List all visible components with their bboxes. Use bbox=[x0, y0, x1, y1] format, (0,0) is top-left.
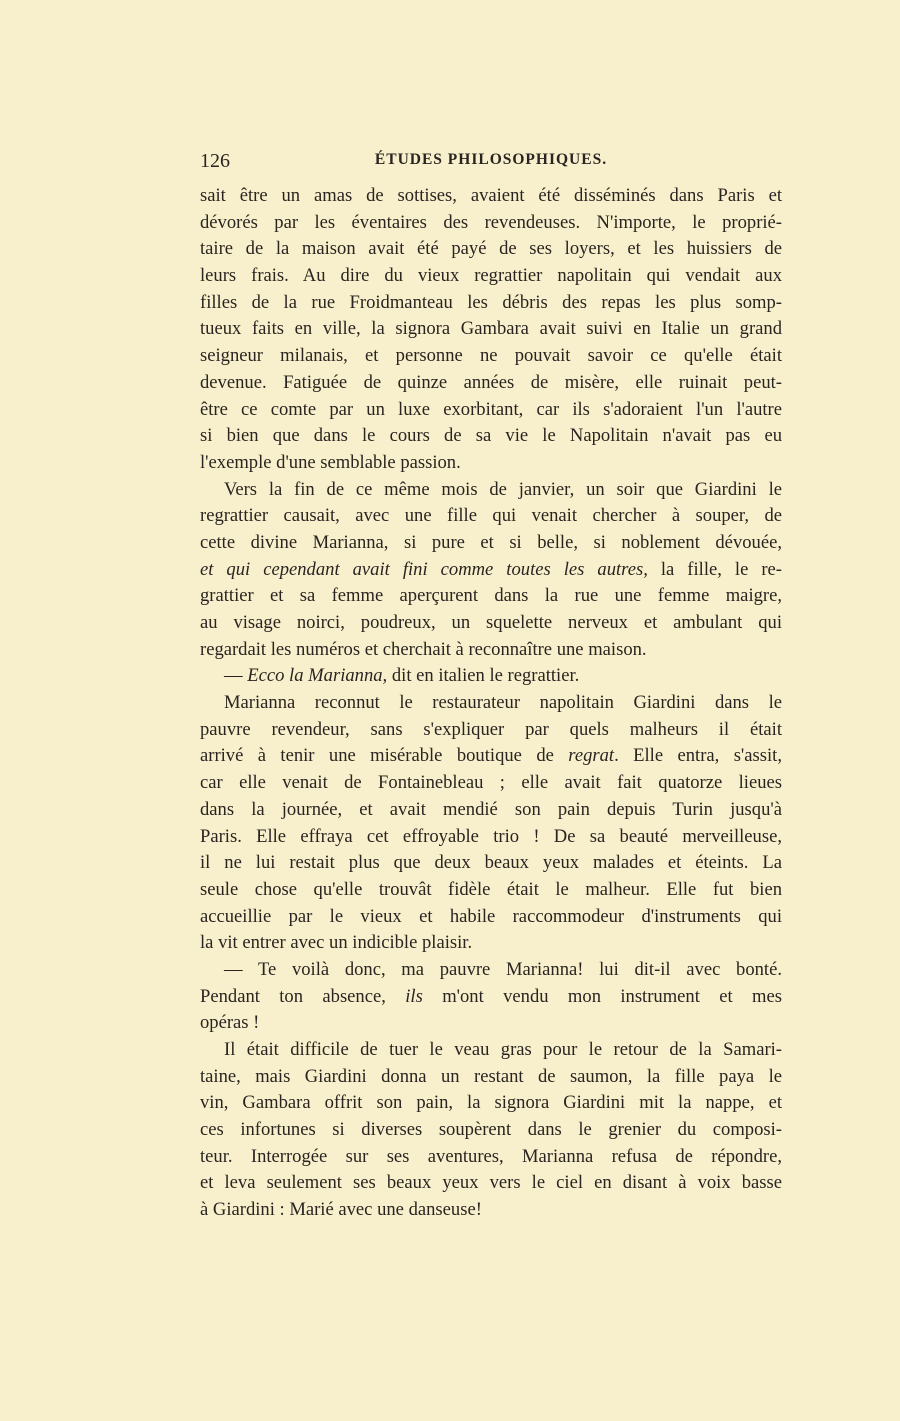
text-span: devenue. Fatiguée de quinze années de misère, elle ruinait peut- bbox=[200, 371, 782, 393]
text-line bbox=[200, 583, 782, 610]
text-line bbox=[200, 797, 782, 824]
text-line bbox=[200, 824, 782, 851]
page-number: 126 bbox=[200, 150, 230, 172]
text-span: dans la journée, et avait mendié son pain depuis Turin jusqu'à bbox=[200, 798, 782, 820]
text-line bbox=[200, 477, 782, 504]
text-line bbox=[200, 610, 782, 637]
text-span: accueillie par le vieux et habile raccommodeur d'instruments qui bbox=[200, 905, 782, 927]
text-span: . Elle entra, s'assit, bbox=[614, 745, 782, 767]
paragraph bbox=[200, 663, 782, 690]
text-span: filles de la rue Froidmanteau les débris des repas les plus somp- bbox=[200, 291, 782, 313]
text-span: pauvre revendeur, sans s'expliquer par quels malheurs il était bbox=[200, 718, 782, 740]
text-line bbox=[200, 690, 782, 717]
text-line bbox=[200, 370, 782, 397]
text-span: il ne lui restait plus que deux beaux yeux malades et éteints. La bbox=[200, 852, 782, 874]
text-span: teur. Interrogée sur ses aventures, Marianna refusa de répondre, bbox=[200, 1145, 782, 1167]
text-span: la fille, le re- bbox=[647, 558, 782, 580]
text-span: à Giardini : Marié avec une danseuse! bbox=[200, 1199, 482, 1221]
text-span: Il était difficile de tuer le veau gras pour le retour de la Samari- bbox=[224, 1039, 782, 1060]
text-line bbox=[200, 1117, 782, 1144]
text-span: seule chose qu'elle trouvât fidèle était le malheur. Elle fut bien bbox=[200, 878, 782, 900]
text-line bbox=[200, 1037, 782, 1064]
text-line bbox=[200, 183, 782, 210]
text-span: regardait les numéros et cherchait à reconnaître une maison. bbox=[200, 638, 647, 660]
paragraph bbox=[200, 477, 782, 664]
paragraph bbox=[200, 690, 782, 957]
text-span: Vers la fin de ce même mois de janvier, un soir que Giardini le bbox=[224, 478, 782, 500]
text-line bbox=[200, 343, 782, 370]
text-span: être ce comte par un luxe exorbitant, car ils s'adoraient l'un l'autre bbox=[200, 398, 782, 420]
text-line bbox=[200, 663, 782, 690]
italic-text: ils bbox=[405, 985, 423, 1007]
text-line bbox=[200, 984, 782, 1011]
text-span: tueux faits en ville, la signora Gambara avait suivi en Italie un grand bbox=[200, 318, 782, 340]
text-line bbox=[200, 877, 782, 904]
text-line bbox=[200, 1010, 782, 1037]
text-span: leurs frais. Au dire du vieux regrattier napolitain qui vendait aux bbox=[200, 265, 782, 287]
text-line bbox=[200, 423, 782, 450]
text-span: la vit entrer avec un indicible plaisir. bbox=[200, 932, 473, 954]
text-line bbox=[200, 503, 782, 530]
paragraph bbox=[200, 1037, 782, 1224]
text-line bbox=[200, 930, 782, 957]
text-span: Pendant ton absence, bbox=[200, 985, 406, 1007]
text-line bbox=[200, 770, 782, 797]
text-line bbox=[200, 1170, 782, 1197]
text-span: grattier et sa femme aperçurent dans la rue une femme maigre, bbox=[200, 585, 782, 607]
text-line bbox=[200, 637, 782, 664]
text-line bbox=[200, 957, 782, 984]
text-line bbox=[200, 397, 782, 424]
text-line bbox=[200, 850, 782, 877]
text-span: car elle venait de Fontainebleau ; elle avait fait quatorze lieues bbox=[200, 772, 782, 794]
text-span: vin, Gambara offrit son pain, la signora Giardini mit la nappe, et bbox=[200, 1092, 782, 1114]
text-line bbox=[200, 557, 782, 584]
text-span: arrivé à tenir une misérable boutique de bbox=[200, 745, 569, 767]
italic-text: et qui cependant avait fini comme toutes les autres, bbox=[200, 558, 648, 580]
text-span: regrattier causait, avec une fille qui venait chercher à souper, de bbox=[200, 505, 782, 527]
text-span: si bien que dans le cours de sa vie le Napolitain n'avait pas eu bbox=[200, 425, 782, 447]
text-span: taire de la maison avait été payé de ses loyers, et les huissiers de bbox=[200, 238, 782, 260]
text-span: Paris. Elle effraya cet effroyable trio ! De sa beauté merveilleuse, bbox=[200, 825, 782, 847]
text-line bbox=[200, 743, 782, 770]
text-span: seigneur milanais, et personne ne pouvait savoir ce qu'elle était bbox=[200, 345, 782, 367]
text-span: — Te voilà donc, ma pauvre Marianna! lui dit-il avec bonté. bbox=[224, 958, 782, 980]
text-line bbox=[200, 1064, 782, 1091]
paragraph bbox=[200, 957, 782, 1037]
text-span: dit en italien le regrattier. bbox=[387, 665, 580, 687]
text-span: l'exemple d'une semblable passion. bbox=[200, 451, 461, 473]
page-body-text bbox=[200, 183, 782, 1224]
text-span: dévorés par les éventaires des revendeuses. N'importe, le proprié- bbox=[200, 211, 782, 233]
text-line bbox=[200, 1144, 782, 1171]
text-line bbox=[200, 236, 782, 263]
text-span: cette divine Marianna, si pure et si belle, si noblement dévouée, bbox=[200, 531, 782, 553]
text-line bbox=[200, 530, 782, 557]
text-line bbox=[200, 263, 782, 290]
text-span: ces infortunes si diverses soupèrent dans le grenier du composi- bbox=[200, 1119, 782, 1141]
text-span: sait être un amas de sottises, avaient été disséminés dans Paris et bbox=[200, 185, 782, 206]
text-span: opéras ! bbox=[200, 1012, 260, 1034]
page-header bbox=[200, 150, 782, 174]
text-span: — bbox=[224, 665, 248, 687]
text-span: au visage noirci, poudreux, un squelette nerveux et ambulant qui bbox=[200, 612, 782, 633]
text-span: taine, mais Giardini donna un restant de saumon, la fille paya le bbox=[200, 1065, 782, 1087]
italic-text: regrat bbox=[568, 745, 615, 767]
text-line bbox=[200, 210, 782, 237]
text-line bbox=[200, 717, 782, 744]
text-span: Marianna reconnut le restaurateur napolitain Giardini dans le bbox=[224, 692, 782, 714]
text-line bbox=[200, 290, 782, 317]
text-span: m'ont vendu mon instrument et mes bbox=[422, 985, 782, 1007]
italic-text: Ecco la Marianna, bbox=[247, 665, 388, 687]
text-line bbox=[200, 1197, 782, 1224]
text-span: et leva seulement ses beaux yeux vers le ciel en disant à voix basse bbox=[200, 1172, 782, 1194]
text-line bbox=[200, 316, 782, 343]
text-line bbox=[200, 904, 782, 931]
running-title: ÉTUDES PHILOSOPHIQUES. bbox=[374, 151, 608, 168]
text-line bbox=[200, 450, 782, 477]
paragraph bbox=[200, 183, 782, 477]
text-line bbox=[200, 1090, 782, 1117]
